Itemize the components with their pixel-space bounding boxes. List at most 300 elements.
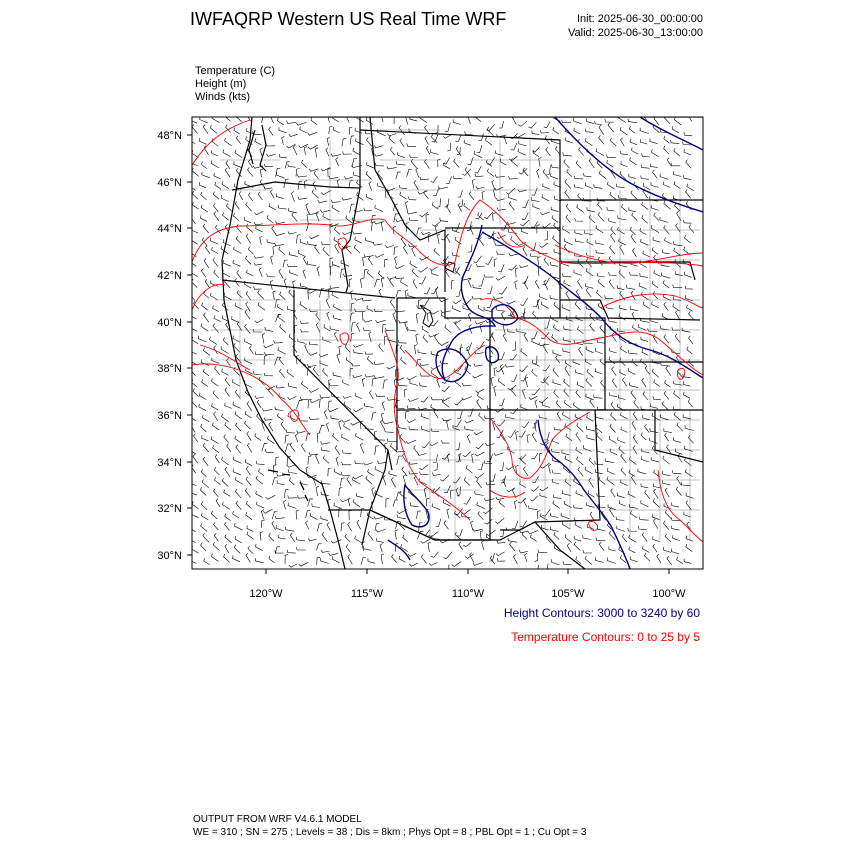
wind-barb — [643, 183, 650, 190]
wind-barb — [586, 346, 594, 352]
wind-barb — [522, 532, 527, 540]
wind-barb — [664, 201, 671, 210]
wind-barb — [435, 335, 440, 344]
wind-barb — [556, 400, 561, 408]
wind-barb — [537, 225, 540, 234]
wind-barb — [321, 447, 329, 451]
wind-barb — [225, 467, 230, 476]
wind-barb — [595, 557, 603, 562]
wind-barb — [487, 169, 494, 177]
wind-barb — [632, 148, 639, 155]
wind-barb — [419, 465, 428, 470]
wind-barb — [225, 422, 231, 430]
wind-barb — [641, 239, 649, 245]
wind-barb — [574, 536, 581, 541]
wind-barb — [662, 273, 671, 279]
wind-barb — [554, 532, 559, 540]
wind-barb — [305, 344, 309, 353]
wind-barb — [246, 512, 252, 520]
wind-barb — [227, 444, 231, 452]
wind-barb — [341, 523, 345, 532]
wind-barb — [684, 272, 691, 278]
wind-barb — [632, 312, 636, 321]
wind-barb — [235, 477, 243, 484]
wind-barb — [612, 379, 617, 388]
wind-barb — [479, 134, 484, 141]
wind-barb — [402, 467, 407, 476]
wind-barb — [322, 532, 327, 542]
wind-barb — [223, 150, 231, 157]
wind-barb — [542, 194, 549, 201]
wind-barb — [223, 337, 228, 345]
wind-barb — [650, 404, 658, 409]
wind-barb — [394, 214, 399, 222]
wind-barb — [654, 213, 659, 221]
wind-barb — [475, 174, 484, 177]
wind-barb — [405, 321, 408, 331]
wind-barb — [674, 117, 681, 125]
wind-barb — [518, 149, 526, 156]
wind-barb — [213, 258, 218, 267]
wind-barb — [632, 421, 636, 430]
wind-barb — [500, 462, 504, 471]
wind-barb — [566, 215, 571, 223]
wind-barb — [233, 260, 241, 266]
wind-barb — [453, 176, 462, 179]
wind-barb — [276, 314, 282, 322]
wind-barb — [376, 394, 385, 397]
wind-barb — [420, 383, 427, 387]
wind-barb — [661, 415, 669, 420]
wind-barb — [528, 530, 538, 534]
wind-barb — [225, 114, 231, 122]
wind-barb — [409, 217, 418, 220]
wind-barb — [522, 200, 528, 208]
wind-barb — [633, 248, 637, 257]
wind-barb — [618, 395, 625, 400]
wind-barb — [204, 259, 209, 268]
wind-barb — [686, 501, 691, 510]
wind-barb — [521, 308, 525, 317]
wind-barb — [420, 177, 429, 180]
wind-barb — [300, 397, 308, 400]
wind-barb — [509, 176, 518, 179]
wind-barb — [351, 291, 354, 300]
wind-barb — [595, 469, 602, 474]
wind-barb — [363, 257, 366, 267]
wind-barb — [321, 516, 328, 521]
wind-barb — [665, 433, 669, 441]
wind-barb — [353, 499, 360, 507]
wind-barb — [374, 516, 383, 519]
wind-barb — [223, 260, 231, 266]
wind-barb — [458, 190, 463, 197]
wind-barb — [353, 344, 363, 347]
wind-barb — [277, 194, 284, 199]
wind-barb — [388, 133, 397, 136]
wind-barb — [612, 333, 617, 342]
wind-barb — [254, 222, 263, 225]
wind-barb — [368, 531, 373, 540]
wind-barb — [532, 388, 540, 395]
wind-barb — [328, 468, 331, 476]
wind-barb — [298, 339, 305, 344]
wind-barb — [478, 305, 484, 311]
wind-barb — [260, 169, 263, 178]
wind-barb — [255, 320, 263, 323]
wind-barb — [482, 191, 485, 200]
wind-barb — [564, 389, 569, 397]
wind-barb — [596, 538, 606, 541]
wind-barb — [353, 231, 362, 234]
wind-barb — [552, 559, 560, 565]
wind-barb — [201, 502, 207, 510]
wind-barb — [250, 346, 254, 354]
wind-barb — [321, 550, 330, 553]
wind-barb — [333, 372, 342, 377]
wind-barb — [586, 394, 594, 400]
wind-barb — [685, 446, 693, 452]
wind-barb — [295, 325, 298, 333]
wind-barb — [203, 125, 208, 134]
wind-barb — [596, 425, 602, 433]
wind-barb — [234, 247, 242, 254]
wind-barb — [328, 168, 331, 176]
wind-barb — [282, 136, 285, 144]
wind-barb — [331, 200, 340, 203]
wind-barb — [287, 465, 296, 468]
wind-barb — [301, 329, 309, 332]
wind-barb — [641, 500, 649, 507]
wind-barb — [499, 500, 505, 507]
wind-barb — [562, 491, 570, 496]
wind-barb — [401, 357, 407, 365]
wind-barb — [523, 389, 526, 399]
wind-barb — [272, 478, 277, 486]
wind-barb — [549, 464, 552, 473]
wind-barb — [233, 469, 241, 475]
wind-barb — [254, 371, 262, 375]
wind-barb — [361, 278, 364, 288]
wind-barb — [321, 442, 330, 445]
wind-barb — [664, 335, 669, 344]
wind-barb — [308, 290, 317, 294]
wind-barb — [235, 523, 243, 530]
wind-barb — [411, 159, 417, 168]
wind-barb — [389, 471, 397, 477]
wind-barb — [312, 503, 320, 507]
wind-barb — [296, 547, 305, 550]
wind-barb — [671, 526, 679, 530]
wind-barb — [462, 383, 471, 386]
wind-barb — [686, 160, 691, 169]
wind-barb — [349, 127, 352, 135]
wind-barb — [466, 465, 472, 473]
wind-barb — [491, 377, 494, 386]
wind-barb — [300, 321, 309, 324]
wind-barb — [201, 543, 207, 551]
wind-barb — [201, 523, 208, 531]
wind-barb — [611, 233, 616, 242]
wind-barb — [641, 175, 649, 179]
wind-barb — [468, 245, 472, 253]
wind-barb — [524, 333, 528, 341]
wind-barb — [262, 443, 268, 451]
wind-barb — [398, 425, 407, 430]
wind-barb — [373, 243, 382, 246]
wind-barb — [394, 247, 398, 256]
wind-barb — [638, 324, 646, 330]
wind-barb — [306, 521, 309, 530]
wind-barb — [463, 452, 471, 457]
wind-barb — [619, 239, 626, 246]
wind-barb — [562, 521, 569, 529]
wind-barb — [204, 313, 209, 323]
wind-barb — [551, 173, 559, 179]
wind-barb — [211, 160, 219, 168]
wind-barb — [277, 172, 285, 178]
wind-barb — [499, 287, 507, 294]
wind-barb — [409, 563, 417, 566]
wind-barb — [246, 467, 250, 476]
wind-barb — [561, 513, 569, 519]
wind-barb — [434, 248, 440, 256]
wind-barb — [545, 432, 550, 440]
wind-barb — [236, 423, 241, 431]
wind-barb — [280, 369, 285, 378]
wind-barb — [507, 301, 516, 304]
wind-barb — [387, 166, 397, 169]
wind-barb — [390, 147, 394, 155]
wind-barb — [247, 532, 254, 540]
wind-barb — [589, 478, 594, 488]
wind-barb — [366, 171, 372, 179]
wind-barb — [264, 164, 273, 167]
wind-barb — [387, 277, 396, 280]
wind-barb — [300, 301, 307, 309]
wind-barb — [260, 236, 263, 245]
wind-barb — [332, 205, 339, 212]
wind-barb — [428, 234, 431, 243]
wind-barb — [472, 179, 475, 188]
wind-barb — [336, 457, 339, 466]
wind-barb — [246, 202, 252, 211]
wind-barb — [599, 171, 606, 179]
wind-barb — [269, 388, 274, 396]
wind-barb — [554, 223, 560, 232]
wind-barb — [385, 328, 394, 331]
lon-tick-label: 100°W — [652, 588, 686, 600]
wind-barb — [497, 208, 506, 211]
wind-barb — [468, 313, 471, 322]
wind-barb — [380, 544, 383, 553]
wind-barb — [563, 152, 572, 156]
wind-barb — [403, 535, 408, 543]
wind-barb — [532, 433, 536, 442]
wind-barb — [651, 149, 658, 156]
wind-barb — [517, 329, 526, 334]
wind-barb — [201, 513, 208, 520]
wind-barb — [674, 171, 682, 176]
wind-barb — [435, 125, 438, 134]
wind-barb — [586, 378, 592, 387]
wind-barb — [342, 420, 350, 423]
wind-barb — [211, 379, 218, 387]
wind-barb — [567, 169, 572, 177]
wind-barb — [281, 422, 286, 431]
wind-barb — [426, 146, 430, 154]
wind-barb — [577, 382, 584, 388]
wind-barb — [607, 182, 614, 190]
wind-barb — [327, 312, 330, 321]
wind-barb — [317, 267, 320, 277]
wind-barb — [266, 154, 276, 157]
wind-barb — [499, 352, 505, 359]
wind-barb — [508, 538, 517, 542]
wind-barb — [278, 205, 286, 209]
wind-barb — [684, 149, 691, 155]
wind-barb — [453, 300, 461, 304]
wind-barb — [425, 159, 430, 168]
wind-barb — [519, 141, 527, 146]
wind-barb — [212, 358, 220, 364]
wind-barb — [198, 336, 206, 342]
wind-barb — [684, 175, 692, 180]
wind-barb — [297, 400, 303, 408]
wind-barb — [405, 411, 409, 419]
wind-barb — [366, 237, 375, 242]
wind-barb — [353, 477, 361, 484]
wind-barb — [630, 557, 637, 562]
wind-barb — [596, 250, 604, 254]
wind-barb — [565, 179, 571, 188]
wind-barb — [222, 478, 228, 486]
wind-barb — [333, 115, 339, 122]
lat-tick-label: 44°N — [157, 223, 182, 235]
wind-barb — [324, 410, 327, 419]
wind-barb — [211, 436, 218, 443]
wind-barb — [510, 354, 517, 360]
wind-barb — [201, 215, 207, 221]
wind-barb — [420, 471, 429, 474]
wind-barb — [674, 438, 681, 443]
wind-barb — [215, 455, 219, 464]
wind-barb — [409, 197, 417, 200]
wind-barb — [535, 280, 539, 289]
wind-barb — [395, 265, 405, 268]
wind-barb — [372, 379, 376, 387]
wind-barb — [496, 307, 505, 311]
wind-barb — [301, 444, 305, 453]
wind-barb — [630, 227, 635, 235]
wind-barb — [620, 127, 627, 135]
wind-barb — [381, 278, 384, 288]
wind-barb — [277, 413, 283, 420]
wind-barb — [540, 493, 547, 498]
wind-barb — [665, 488, 669, 497]
wind-barb — [201, 469, 206, 477]
wind-barb — [212, 247, 219, 254]
wind-barb — [621, 346, 627, 353]
wind-barb — [190, 117, 197, 123]
wind-barb — [351, 333, 355, 342]
wind-barb — [443, 418, 452, 421]
wind-barb — [364, 208, 372, 211]
wind-barb — [632, 213, 638, 221]
wind-barb — [255, 396, 264, 399]
wind-barb — [587, 253, 595, 257]
wind-barb — [611, 402, 615, 410]
wind-barb — [667, 556, 672, 565]
wind-barb — [651, 457, 659, 462]
wind-barb — [233, 457, 241, 464]
wind-barb — [464, 477, 470, 485]
wind-barb — [689, 225, 694, 233]
wind-barb — [689, 336, 693, 344]
wind-barb — [611, 489, 616, 498]
wind-barb — [677, 557, 683, 564]
wind-barb — [518, 189, 527, 192]
wind-barb — [203, 533, 209, 542]
wind-barb — [550, 527, 558, 532]
wind-barb — [532, 339, 539, 345]
wind-barb — [617, 493, 624, 498]
wind-barb — [288, 164, 296, 168]
wind-barb — [347, 477, 352, 486]
wind-barb — [245, 324, 251, 333]
wind-barb — [598, 202, 603, 210]
wind-barb — [331, 266, 334, 276]
wind-barb — [326, 299, 330, 309]
wind-barb — [520, 220, 529, 226]
wind-barb — [247, 431, 252, 440]
wind-barb — [339, 346, 342, 355]
wind-barb — [424, 287, 430, 294]
wind-barb — [307, 364, 316, 367]
wind-barb — [362, 311, 365, 320]
wind-barb — [672, 503, 680, 508]
wind-barb — [583, 445, 591, 451]
wind-barb — [652, 281, 658, 288]
wind-barb — [574, 542, 580, 551]
wind-barb — [607, 160, 614, 167]
wind-barb — [192, 168, 199, 176]
wind-barb — [205, 279, 209, 288]
wind-barb — [587, 415, 594, 422]
wind-barb — [246, 477, 251, 486]
wind-barb — [280, 292, 286, 300]
wind-barb — [662, 401, 668, 410]
wind-barb — [355, 536, 362, 543]
wind-barb — [501, 312, 504, 320]
wind-barb — [293, 281, 296, 290]
wind-barb — [300, 239, 307, 244]
wind-barb — [400, 192, 407, 199]
height-contours — [388, 117, 703, 569]
wind-barb — [499, 399, 504, 406]
wind-barb — [297, 431, 306, 434]
wind-barb — [285, 527, 294, 531]
wind-barb — [192, 125, 198, 134]
wind-barb — [587, 118, 594, 123]
wind-barb — [329, 127, 333, 135]
wind-barb — [618, 195, 627, 199]
wind-barb — [543, 402, 551, 407]
wind-barb — [420, 115, 427, 123]
wind-barb — [269, 203, 276, 210]
latitude-labels — [157, 130, 182, 562]
wind-barb — [191, 215, 196, 224]
